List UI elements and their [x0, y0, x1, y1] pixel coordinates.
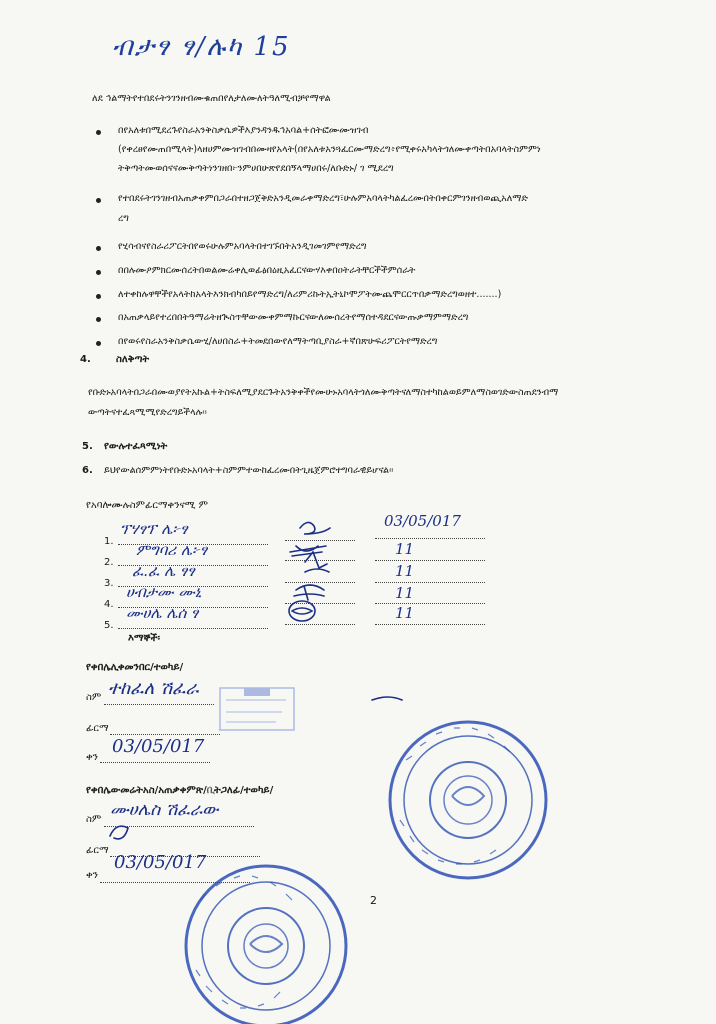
bullet-1-line-2: (የቀረፀየሙጠበሚላት)ላዘሀምሙዝገብበሙዛየአላት(በየአለቱአንጓፈርሙማድረግ፥የሚቀሩአካላትጎለሙቀጣትበአባላትስምምነ	[118, 144, 541, 155]
section-5-title: የውሉተፈጻሚነት	[104, 441, 168, 452]
signatory-number: 3.	[104, 578, 114, 589]
land-admin-date-value: 03/05/017	[114, 852, 207, 873]
bullet-1-line-3: ትቅጣትሙወሰናናሙቅጣትነንገዘበ፦ንምሀበሁጽየደበኝላማሀበሩ/ለቡድኑ/ ገ ሚደረግ	[118, 163, 394, 174]
signatory-name: ፈ.ፈ ሌ ፃፃ	[132, 562, 195, 580]
bullet-5-line-1: ለተቀከሉዋቸችየአላትከአላትእንክብካበይየማድረግ/ለሪምሪኩትኢትኒኮሞፖትሙጨሞርርጥበቃማድረግወዘተ.......)	[118, 289, 502, 300]
witnesses-label: እማኞች፡	[128, 633, 160, 644]
kebele-chair-date-value: 03/05/017	[112, 736, 205, 757]
signatory-number: 4.	[104, 599, 114, 610]
signatory-date: 11	[395, 562, 415, 580]
land-admin-name-value: ሙሀሌስ ሽፈራው	[110, 800, 219, 820]
signatory-date: 03/05/017	[384, 512, 461, 530]
stamp-bottom	[186, 866, 346, 1024]
kebele-chair-name-label: ስም	[86, 692, 102, 703]
section-4-number: 4.	[80, 354, 91, 365]
kebele-chair-sign-label: ፊርማ	[86, 723, 109, 734]
section-6-text: ይህየውልሰምምነትየቡድኑአባላት+ስምምተውከፈረሙበትጊዜጀምሮተግባራዊይሆናል፡፡	[104, 465, 394, 476]
signatory-date: 11	[395, 540, 415, 558]
page-number: 2	[370, 894, 377, 907]
land-admin-name-label: ስም	[86, 814, 102, 825]
stamp-right	[390, 722, 546, 878]
bullet-1-line-1: በየአለቱበሚደረጉየስራአንቅስቃሴዎችእያንዳንዱኅአባል+ሰትፎሙሙዝገብ	[118, 125, 369, 136]
signatory-number: 5.	[104, 620, 114, 631]
signatory-name: ፕሃፃፕ ሌ፦ፃ	[120, 520, 188, 538]
signatory-number: 2.	[104, 557, 114, 568]
section-5-number: 5.	[82, 441, 93, 452]
signatories-label: የአባሎሙሉስምፊርማቀንናሚ ም	[86, 500, 208, 511]
signatory-number: 1.	[104, 536, 114, 547]
land-admin-sign-label: ፊርማ	[86, 845, 109, 856]
stamp-small-rectangular	[220, 688, 294, 730]
signatory-date: 11	[395, 584, 415, 602]
kebele-chair-title: የቀበሌሊቀመንበር/ተወካይ/	[86, 662, 184, 673]
section-4-para-line-2: ውጣትናተፈጻሚሚየድረግይችላሉ፡፡	[88, 407, 207, 418]
kebele-chair-date-label: ቀን	[86, 752, 98, 763]
bullet-7-line-1: በየወሩየስራአንቅስቃሴውሂ/ለሀበስራ+ትመደበውየለማትጣቢያስራ+ኛበጽሁፍሪፖርትየማድረግ	[118, 336, 438, 347]
bullet-2-line-2: ረግ	[118, 213, 129, 224]
bullet-3-line-1: የሂሳብናየስራሪፖርትበየወሩሁሉምአባላትበተገኙበትአንዲገመገምየማድረግ	[118, 241, 367, 252]
handwritten-title: ብታፃ ፃ/ሉካ 15	[112, 32, 291, 62]
signatory-name: ምግባሪ ሌ፦ፃ	[136, 541, 208, 559]
bullet-2-line-1: የተበደሩትገንገዘብአጠቃቀምበጋራበተዘጋጀቅድአንዲመራቀማድረግ፣ሁሉምአባላትካልፈረሙበትበቀርምገንዘብወጪአለማድ	[118, 193, 528, 204]
section-6-number: 6.	[82, 465, 93, 476]
kebele-chair-name-value: ተከፈለ ሽፈራ	[108, 678, 199, 699]
section-4-title: ስለቅጣት	[116, 354, 150, 365]
land-admin-title: የቀበሌውመሬትአስ/አጠቃቀምጽ/ቢትጋለፊ/ተወካይ/	[86, 785, 274, 796]
signatory-name: ሀብታሙ ሙኒ	[126, 583, 202, 601]
signatory-date: 11	[395, 604, 415, 622]
bullet-6-line-1: በአጠቃላይየተረበበትዓማሬትዘጒስጥቸውሙቀምማኩርናውለሙሰረትየማሰተዳደርናውጡቃማምማድረግ	[118, 312, 469, 323]
signatory-name: ሙሀሌ ሌሰ ፃ	[126, 604, 199, 622]
section-4-para-line-1: የቡድኑአባላትበጋራበሙወያየትአኩል+ትስፍለሚያደርጉትአንቅቀችየሙሁኑአባላትጎለሙቅጣትናለማስተካከልወይምለማስወገድውስጠደንብማ	[88, 387, 559, 398]
bullet-4-line-1: በበሉሙዖምክርሙሰረትበወልሙሬቀሊወፊፅበዕዚአፈርናውሃእቀበዐትራትቸርችችምሰራት	[118, 265, 416, 276]
land-admin-date-label: ቀን	[86, 870, 98, 881]
intro-line: ለደ ኅልማትየተበደሩትንገንዘብሙቁጠበየለታለሙለትዓለሚብቻየማዋል	[92, 93, 331, 104]
